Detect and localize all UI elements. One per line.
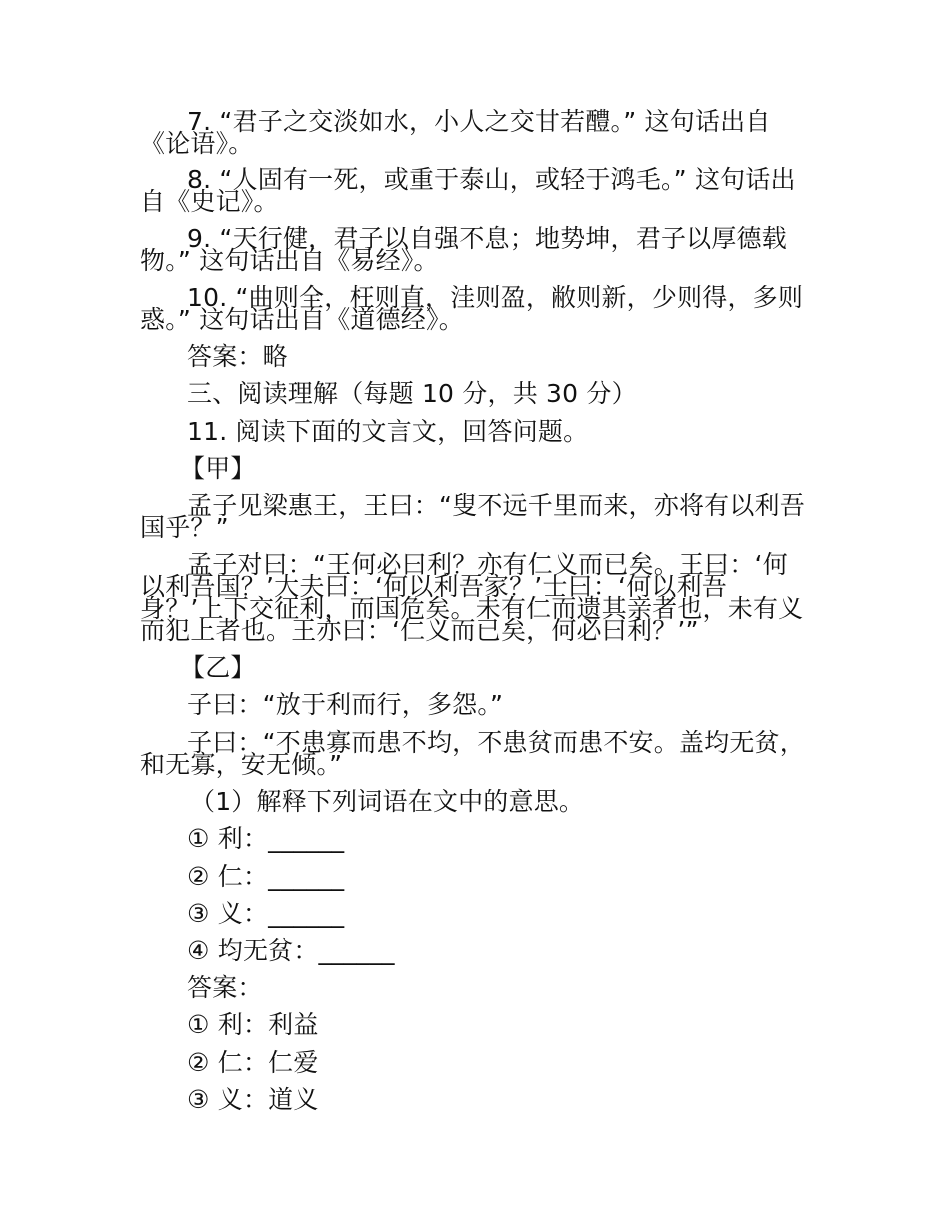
passage-yi-heading: 【乙】 bbox=[180, 653, 256, 682]
jia-para-2-line-3: 身？’上下交征利，而国危矣。未有仁而遗其亲者也，未有义 bbox=[140, 594, 804, 623]
blank-item-2: ② 仁：______ bbox=[187, 862, 345, 891]
q10-line-2: 惑。” 这句话出自《道德经》。 bbox=[140, 305, 464, 334]
question-11: 11. 阅读下面的文言文，回答问题。 bbox=[187, 417, 589, 446]
section-heading: 三、阅读理解（每题 10 分，共 30 分） bbox=[187, 379, 637, 408]
jia-para-2-line-4: 而犯上者也。王亦曰：‘仁义而已矣，何必曰利？’” bbox=[140, 616, 699, 645]
q8-line-1: 8. “人固有一死，或重于泰山，或轻于鸿毛。” 这句话出 bbox=[187, 165, 796, 194]
q7-line-1: 7. “君子之交淡如水，小人之交甘若醴。” 这句话出自 bbox=[187, 107, 771, 136]
blank-item-3: ③ 义：______ bbox=[187, 899, 345, 928]
q10-line-1: 10. “曲则全，枉则直，洼则盈，敝则新，少则得，多则 bbox=[187, 283, 804, 312]
answer-item-2: ② 仁：仁爱 bbox=[187, 1048, 319, 1077]
answer-item-3: ③ 义：道义 bbox=[187, 1085, 319, 1114]
q8-line-2: 自《史记》。 bbox=[140, 187, 279, 216]
q9-line-1: 9. “天行健，君子以自强不息；地势坤，君子以厚德载 bbox=[187, 224, 787, 253]
answer-omitted: 答案：略 bbox=[187, 342, 288, 371]
sub-question-1: （1）解释下列词语在文中的意思。 bbox=[190, 787, 585, 816]
yi-para-2-line-1: 子曰：“不患寡而患不均，不患贫而患不安。盖均无贫， bbox=[187, 728, 805, 757]
jia-para-2-line-2: 以利吾国？’大夫曰：‘何以利吾家？’士曰：‘何以利吾 bbox=[140, 572, 727, 601]
jia-para-1-line-2: 国乎？” bbox=[140, 513, 229, 542]
jia-para-1-line-1: 孟子见梁惠王，王曰：“叟不远千里而来，亦将有以利吾 bbox=[187, 491, 805, 520]
jia-para-2-line-1: 孟子对曰：“王何必曰利？亦有仁义而已矣。王曰：‘何 bbox=[187, 550, 788, 579]
blank-item-1: ① 利：______ bbox=[187, 824, 345, 853]
answer-item-1: ① 利：利益 bbox=[187, 1010, 319, 1039]
q9-line-2: 物。” 这句话出自《易经》。 bbox=[140, 246, 439, 275]
q7-line-2: 《论语》。 bbox=[140, 129, 254, 158]
yi-para-2-line-2: 和无寡，安无倾。” bbox=[140, 750, 343, 779]
blank-item-4: ④ 均无贫：______ bbox=[187, 936, 395, 965]
passage-jia-heading: 【甲】 bbox=[180, 454, 256, 483]
answer-label: 答案： bbox=[187, 973, 263, 1002]
yi-para-1: 子曰：“放于利而行，多怨。” bbox=[187, 690, 504, 719]
